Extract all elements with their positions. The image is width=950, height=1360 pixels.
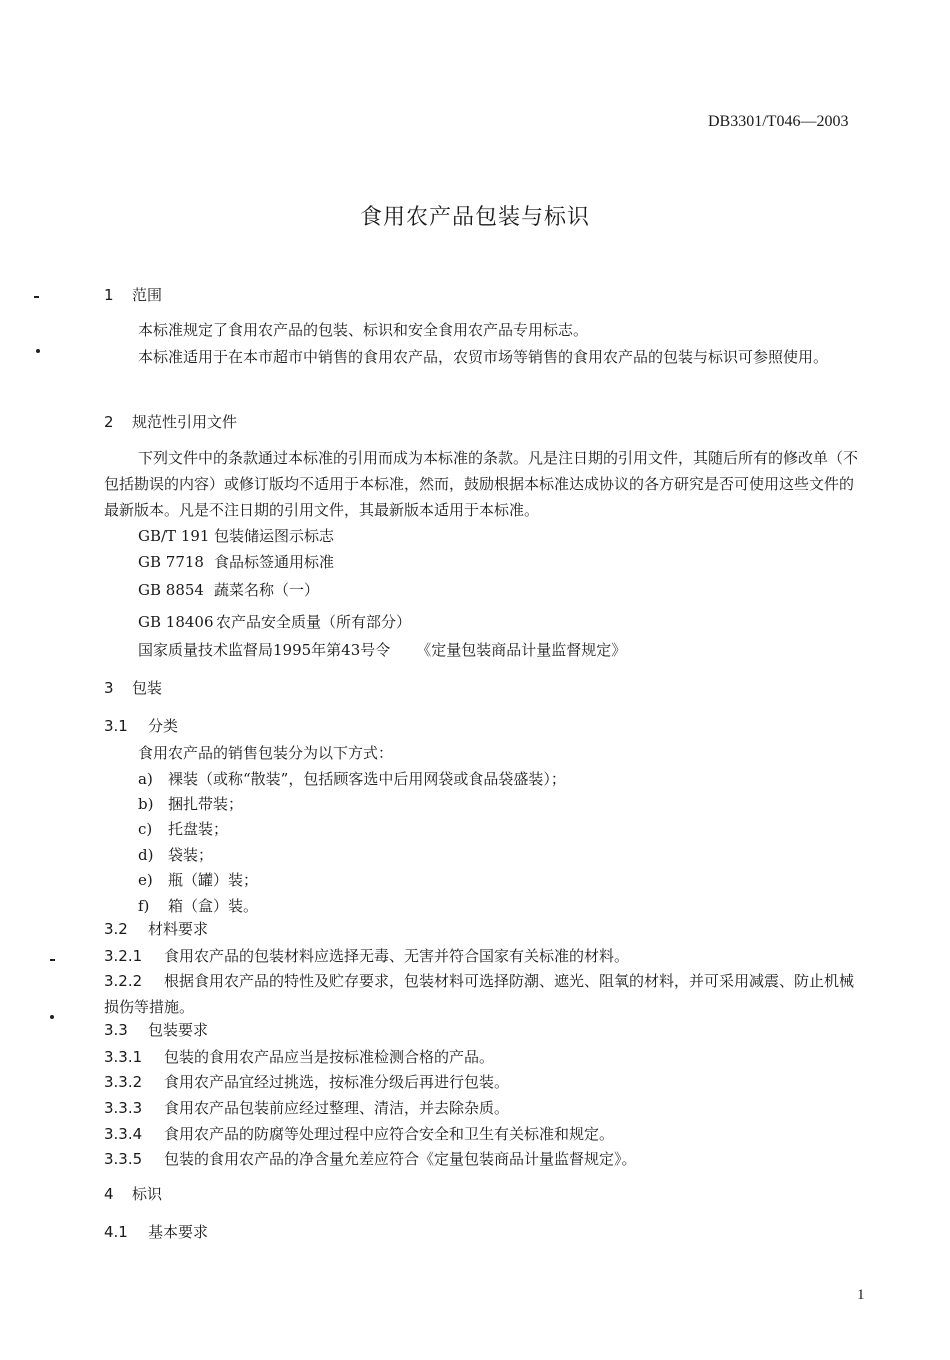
list-marker: b): [138, 795, 154, 813]
reference-item: [138, 609, 411, 635]
page-number: 1: [857, 1287, 865, 1303]
section-2-heading: [104, 411, 237, 432]
clause-text: 根据食用农产品的特性及贮存要求，包装材料可选择防潮、遮光、阻氧的材料，并可采用减震、防止机械损伤等措施。: [104, 972, 855, 1016]
subsection-3-1-heading: [104, 715, 178, 736]
reference-code: GB/T 191: [138, 527, 210, 545]
list-item: [138, 842, 213, 868]
clause-number: 3.3.3: [104, 1099, 143, 1117]
list-item: [138, 791, 243, 817]
subsection-4-1-heading: [104, 1221, 208, 1242]
clause: [104, 968, 866, 1020]
section-3-heading: [104, 677, 162, 698]
margin-mark: [50, 959, 55, 961]
order-issuer: 国家质量技术监督局1995年第43号令: [138, 641, 391, 659]
clause-number: 3.3.4: [104, 1125, 143, 1143]
clause-number: 3.3.1: [104, 1048, 143, 1066]
list-text: 裸装（或称“散装”，包括顾客选中后用网袋或食品袋盛装）；: [168, 770, 566, 788]
subsection-title: 分类: [148, 717, 179, 735]
margin-dot: [50, 1015, 54, 1019]
paragraph: 下列文件中的条款通过本标准的引用而成为本标准的条款。凡是注日期的引用文件，其随后所有的修改单（不包括勘误的内容）或修订版均不适用于本标准，然而，鼓励根据本标准达成协议的各方研究是否可使用这些文件的最新版本。凡是不注日期的引用文件，其最新版本适用于本标准。: [104, 449, 859, 519]
paragraph: 本标准规定了食用农产品的包装、标识和安全食用农产品专用标志。: [138, 321, 589, 339]
reference-order: [138, 637, 626, 663]
clause: [104, 1121, 614, 1147]
page-title: 食用农产品包装与标识: [359, 205, 590, 230]
margin-dot: [36, 349, 40, 353]
subsection-title: 包装要求: [148, 1021, 209, 1039]
section-title: 包装: [132, 679, 163, 697]
section-number: 4: [104, 1185, 114, 1203]
reference-name: 蔬菜名称（一）: [214, 581, 320, 599]
clause: [104, 1146, 637, 1172]
list-text: 瓶（罐）装；: [168, 871, 259, 889]
margin-mark: [34, 296, 39, 298]
clause-text: 包装的食用农产品应当是按标准检测合格的产品。: [164, 1048, 495, 1066]
clause-text: 食用农产品的包装材料应选择无毒、无害并符合国家有关标准的材料。: [164, 947, 630, 965]
document-code: DB3301/T046—2003: [708, 113, 849, 130]
clause-text: 食用农产品宜经过挑选，按标准分级后再进行包装。: [164, 1073, 510, 1091]
subsection-3-2-heading: [104, 918, 208, 939]
paragraph: 本标准适用于在本市超市中销售的食用农产品，农贸市场等销售的食用农产品的包装与标识可参照使用。: [138, 348, 829, 366]
list-item: [138, 893, 258, 919]
list-text: 袋装；: [168, 846, 214, 864]
paragraph: 食用农产品的销售包装分为以下方式：: [138, 744, 394, 762]
clause-number: 3.2.2: [104, 972, 143, 990]
subsection-number: 4.1: [104, 1223, 128, 1241]
subsection-title: 基本要求: [148, 1223, 209, 1241]
subsection-3-3-heading: [104, 1019, 208, 1040]
reference-item: [138, 549, 334, 575]
list-item: [138, 766, 566, 792]
clause-text: 食用农产品的防腐等处理过程中应符合安全和卫生有关标准和规定。: [164, 1125, 615, 1143]
reference-name: 食品标签通用标准: [214, 553, 335, 571]
section-1-heading: [104, 284, 162, 305]
list-text: 托盘装；: [168, 820, 229, 838]
list-item: [138, 816, 228, 842]
list-marker: e): [138, 871, 153, 889]
reference-code: GB 18406: [138, 613, 214, 631]
subsection-number: 3.1: [104, 717, 128, 735]
reference-item: [138, 523, 334, 549]
section-title: 规范性引用文件: [132, 413, 238, 431]
list-marker: d): [138, 846, 154, 864]
order-name: 《定量包装商品计量监督规定》: [416, 641, 627, 659]
clause: [104, 943, 629, 969]
section-number: 1: [104, 286, 114, 304]
list-item: [138, 867, 258, 893]
section-title: 标识: [132, 1185, 163, 1203]
list-text: 箱（盒）装。: [168, 897, 259, 915]
clause: [104, 1044, 494, 1070]
reference-item: [138, 577, 319, 603]
clause-number: 3.3.2: [104, 1073, 143, 1091]
list-text: 捆扎带装；: [168, 795, 244, 813]
clause: [104, 1095, 509, 1121]
subsection-title: 材料要求: [148, 920, 209, 938]
section-4-heading: [104, 1183, 162, 1204]
reference-name: 农产品安全质量（所有部分）: [216, 613, 412, 631]
list-marker: a): [138, 770, 153, 788]
subsection-number: 3.3: [104, 1021, 128, 1039]
section-number: 3: [104, 679, 114, 697]
list-marker: f): [138, 897, 150, 915]
reference-code: GB 8854: [138, 581, 204, 599]
subsection-number: 3.2: [104, 920, 128, 938]
clause-number: 3.2.1: [104, 947, 143, 965]
reference-name: 包装储运图示标志: [214, 527, 335, 545]
section-number: 2: [104, 413, 114, 431]
clause: [104, 1069, 509, 1095]
list-marker: c): [138, 820, 153, 838]
reference-code: GB 7718: [138, 553, 204, 571]
clause-text: 食用农产品包装前应经过整理、清洁，并去除杂质。: [164, 1099, 510, 1117]
clause-text: 包装的食用农产品的净含量允差应符合《定量包装商品计量监督规定》。: [164, 1150, 637, 1168]
clause-number: 3.3.5: [104, 1150, 143, 1168]
section-title: 范围: [132, 286, 163, 304]
